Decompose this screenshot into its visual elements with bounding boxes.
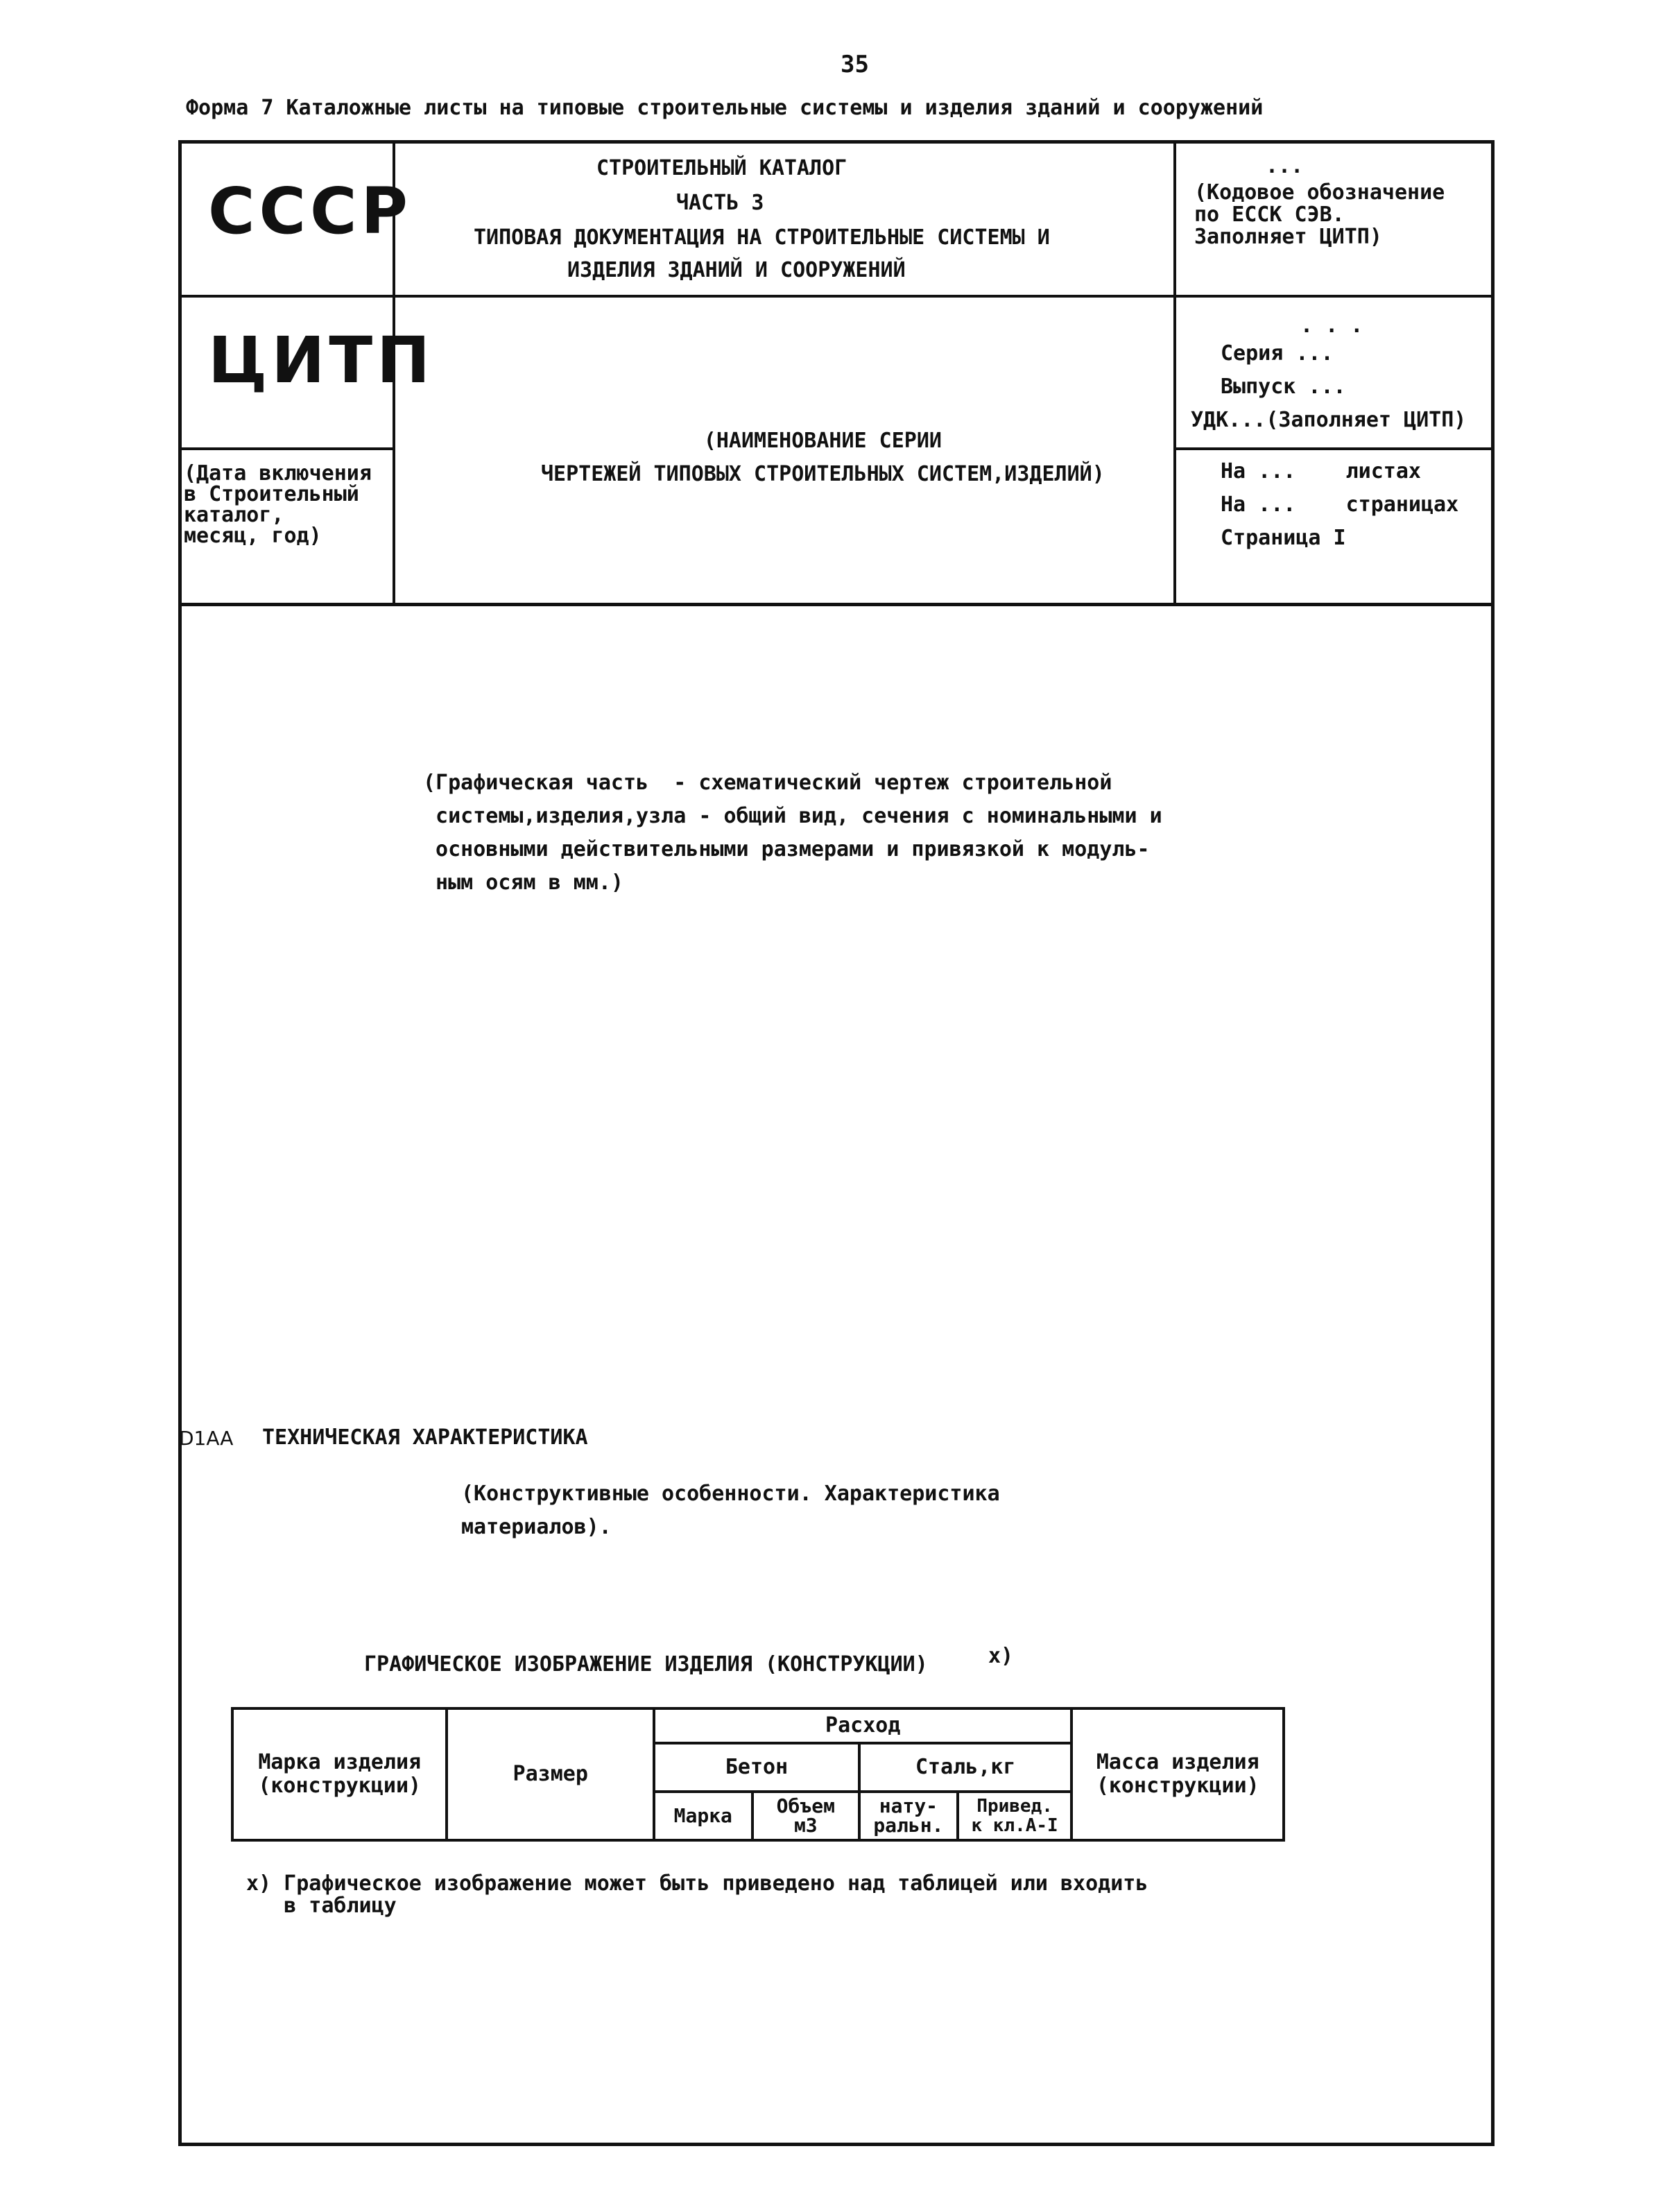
series-dots: . . .: [1300, 314, 1363, 338]
col-mark-header: Марка изделия (конструкции): [232, 1708, 447, 1840]
graphic-image-title: ГРАФИЧЕСКОЕ ИЗОБРАЖЕНИЕ ИЗДЕЛИЯ (КОНСТРУКЦИИ): [364, 1652, 928, 1677]
col-concrete-header: Бетон: [654, 1743, 859, 1792]
tech-description: (Конструктивные особенности. Характеристика материалов).: [461, 1482, 1000, 1539]
right-column-split: [1173, 447, 1495, 450]
graphic-part-text: (Графическая часть - схематический чертеж строительной системы,изделия,узла - общий вид, сечения с номинальными и основными действительными размерами и привязкой к модуль- ным осям в мм.): [423, 771, 1162, 895]
header-bottom-line: [178, 603, 1495, 606]
col-steel-reduced-header: Привед. к кл.А-I: [958, 1792, 1072, 1840]
sheets-count: На ... листах: [1221, 459, 1421, 483]
col-size-header: Размер: [447, 1708, 654, 1840]
code-dots: ...: [1266, 154, 1304, 178]
header-divider-right: [1173, 140, 1176, 605]
table-footnote: х) Графическое изображение может быть приведено над таблицей или входить в таблицу: [246, 1871, 1148, 1918]
col-steel-natural-header: нату- ральн.: [859, 1792, 958, 1840]
left-column-split: [178, 447, 395, 450]
catalog-line-2: ЧАСТЬ 3: [676, 191, 764, 215]
catalog-line-1: СТРОИТЕЛЬНЫЙ КАТАЛОГ: [596, 156, 847, 180]
col-concrete-mark-header: Марка: [654, 1792, 752, 1840]
pages-count: На ... страницах: [1221, 492, 1459, 517]
ussr-label: СССР: [208, 174, 412, 248]
page-one-label: Страница I: [1221, 526, 1346, 550]
frame-bottom: [178, 2143, 1495, 2146]
col-steel-header: Сталь,кг: [859, 1743, 1071, 1792]
frame-top: [178, 140, 1495, 144]
frame-left: [178, 140, 182, 2146]
udk-field: УДК...(Заполняет ЦИТП): [1191, 408, 1467, 432]
consumption-table: [231, 1707, 1285, 1842]
col-consumption-header: Расход: [654, 1708, 1071, 1743]
date-inclusion-note: (Дата включения в Строительный каталог, месяц, год): [184, 461, 372, 548]
catalog-line-3: ТИПОВАЯ ДОКУМЕНТАЦИЯ НА СТРОИТЕЛЬНЫЕ СИСТЕМЫ И: [474, 225, 1050, 250]
col-concrete-volume-header: Объем м3: [752, 1792, 859, 1840]
series-name: (НАИМЕНОВАНИЕ СЕРИИ ЧЕРТЕЖЕЙ ТИПОВЫХ СТРОИТЕЛЬНЫХ СИСТЕМ,ИЗДЕЛИЙ): [541, 429, 1105, 486]
catalog-line-4: ИЗДЕЛИЯ ЗДАНИЙ И СООРУЖЕНИЙ: [567, 258, 906, 282]
tech-heading: ТЕХНИЧЕСКАЯ ХАРАКТЕРИСТИКА: [262, 1425, 588, 1450]
frame-right: [1491, 140, 1495, 2146]
graphic-image-footnote-mark: х): [988, 1644, 1014, 1668]
code-designation-note: (Кодовое обозначение по ЕССК СЭВ. Заполняет ЦИТП): [1194, 180, 1445, 249]
tech-marker: D1AA: [179, 1427, 234, 1450]
col-mass-header: Масса изделия (конструкции): [1071, 1708, 1284, 1840]
header-row1-line: [178, 295, 1495, 298]
form-caption: Форма 7 Каталожные листы на типовые строительные системы и изделия зданий и сооружений: [186, 96, 1264, 120]
seria-field: Серия ...: [1221, 341, 1334, 366]
page-number: 35: [841, 51, 869, 78]
vypusk-field: Выпуск ...: [1221, 375, 1346, 399]
citp-label: ЦИТП: [208, 323, 435, 397]
